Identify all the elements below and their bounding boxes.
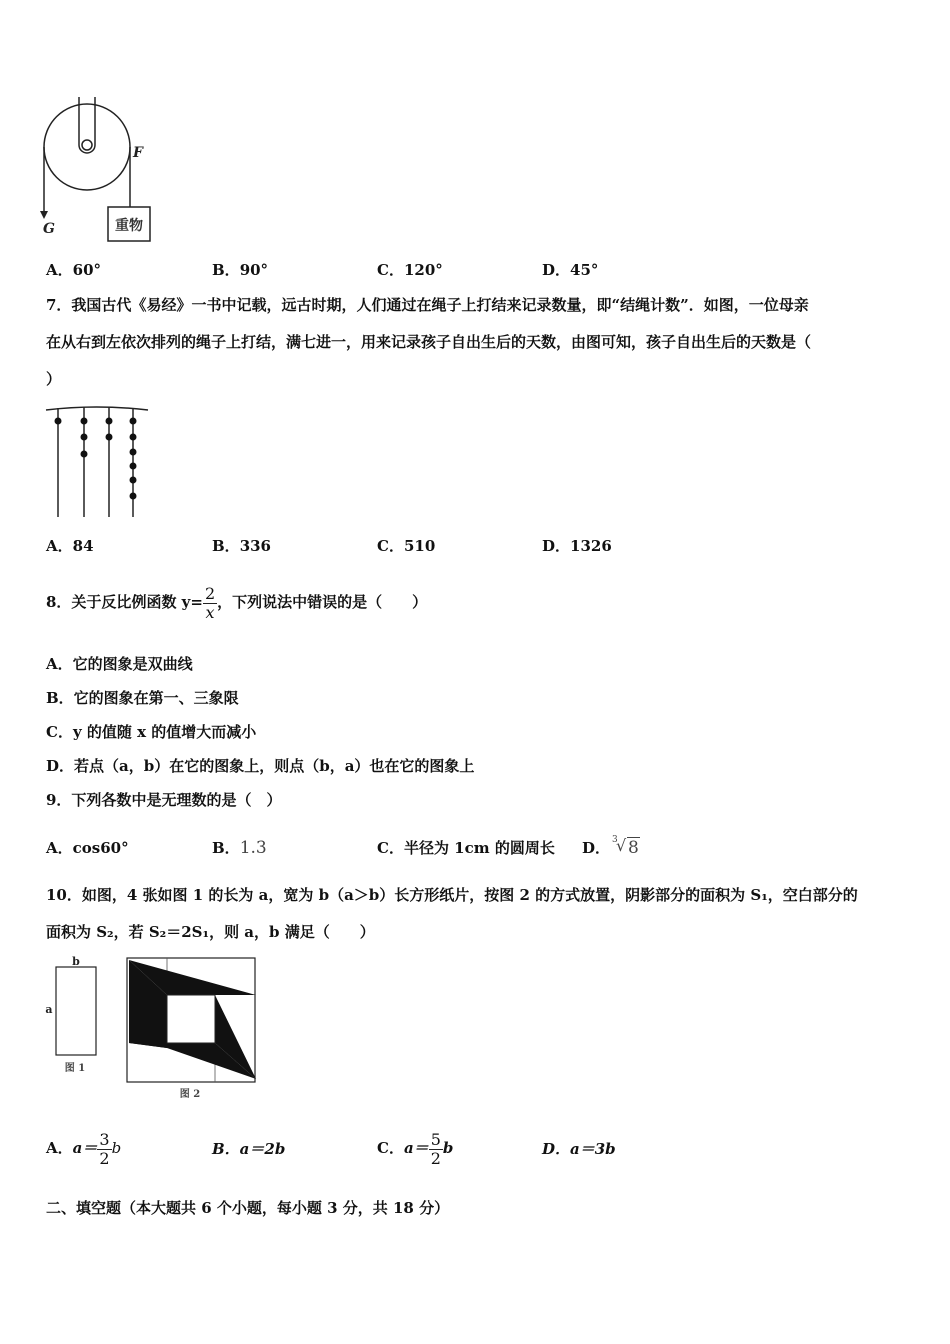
knot: [130, 449, 137, 456]
knot: [81, 418, 88, 425]
q7-option-c[interactable]: C．510: [377, 537, 436, 555]
q7-stem-line2: 在从右到左依次排列的绳子上打结，满七进一，用来记录孩子自出生后的天数，由图可知，孩子自出生后的天数是（: [46, 333, 812, 351]
label-f: F: [133, 145, 143, 161]
q8-option-c[interactable]: C．y 的值随 x 的值增大而减小: [46, 723, 257, 741]
q8-stem: [46, 572, 427, 632]
knot: [130, 493, 137, 500]
q8-frac-num: 2: [204, 583, 216, 603]
label-g: G: [43, 221, 55, 237]
q10-option-c[interactable]: C．a＝ $\frac{5}{2}$ b: [377, 1129, 454, 1168]
pulley-axle: [82, 140, 92, 150]
fig2-caption: 图 2: [179, 1089, 201, 1100]
pulley-wheel: [44, 104, 130, 190]
cube-root-8: 3 √ 8: [610, 838, 640, 858]
q7-option-b[interactable]: B．336: [212, 537, 271, 555]
knot: [55, 418, 62, 425]
q8-stem-suffix: ，下列说法中错误的是（ ）: [217, 593, 428, 611]
pulley-figure: [40, 95, 160, 250]
q10-option-b[interactable]: B．a＝2b: [212, 1140, 286, 1158]
q7-option-a[interactable]: A．84: [46, 537, 94, 555]
knot: [106, 434, 113, 441]
q6-option-b[interactable]: B．90°: [212, 261, 269, 279]
q8-frac-den: x: [205, 602, 215, 622]
q8-fraction: [203, 585, 217, 622]
paper-rect: [56, 967, 96, 1055]
q8-option-a[interactable]: A．它的图象是双曲线: [46, 655, 193, 673]
q8-stem-prefix: 8．关于反比例函数 y=: [46, 593, 203, 611]
knot: [106, 418, 113, 425]
q10-option-d[interactable]: D．a＝3b: [542, 1140, 616, 1158]
q10-c-fraction: $\frac{5}{2}$: [430, 1129, 441, 1168]
q7-option-d[interactable]: D．1326: [542, 537, 612, 555]
fig1-caption: 图 1: [64, 1063, 86, 1074]
root-radicand: 8: [628, 838, 639, 858]
q9-option-a[interactable]: A．cos60°: [46, 839, 129, 857]
q6-option-c[interactable]: C．120°: [377, 261, 443, 279]
knot-rope-figure: [44, 402, 150, 520]
q6-option-a[interactable]: A．60°: [46, 261, 102, 279]
section-2-title: 二、填空题（本大题共 6 个小题，每小题 3 分，共 18 分）: [46, 1199, 450, 1217]
q9-stem: 9．下列各数中是无理数的是（ ）: [46, 791, 282, 809]
knot: [130, 434, 137, 441]
root-index: 3: [612, 835, 618, 845]
q6-option-d[interactable]: D．45°: [542, 261, 599, 279]
knot: [130, 477, 137, 484]
q10-stem-line1: 10．如图，4 张如图 1 的长为 a，宽为 b（a＞b）长方形纸片，按图 2 的方式放置，阴影部分的面积为 S₁，空白部分的: [46, 886, 858, 904]
q9-option-c[interactable]: C．半径为 1cm 的圆周长: [377, 839, 555, 857]
inner-white-square: [167, 995, 215, 1043]
q9-b-value: 1.3: [239, 838, 267, 858]
q10-figure-2: [124, 955, 266, 1103]
knot: [130, 418, 137, 425]
q10-option-a[interactable]: A．a＝ $\frac{3}{2}$ b: [46, 1129, 122, 1168]
fig1-label-a: a: [45, 1003, 53, 1016]
q10-stem-line2: 面积为 S₂，若 S₂＝2S₁，则 a，b 满足（ ）: [46, 923, 375, 941]
q9-option-d[interactable]: D． 3 √ 8: [582, 838, 640, 858]
q7-stem-line1: 7．我国古代《易经》一书中记载，远古时期，人们通过在绳子上打结来记录数量，即“结绳计数”．如图，一位母亲: [46, 296, 809, 314]
fig1-label-b: b: [72, 955, 80, 968]
knot: [130, 463, 137, 470]
weight-label: 重物: [115, 218, 143, 234]
arrow-g: [40, 211, 48, 219]
q10-figure-1: [44, 955, 106, 1077]
q7-stem-line3: ）: [46, 370, 62, 388]
q8-option-d[interactable]: D．若点（a，b）在它的图象上，则点（b，a）也在它的图象上: [46, 757, 475, 775]
q8-option-b[interactable]: B．它的图象在第一、三象限: [46, 689, 239, 707]
knot: [81, 434, 88, 441]
knot: [81, 451, 88, 458]
q9-option-b[interactable]: B．1.3: [212, 838, 267, 858]
q10-a-fraction: $\frac{3}{2}$: [99, 1129, 110, 1168]
